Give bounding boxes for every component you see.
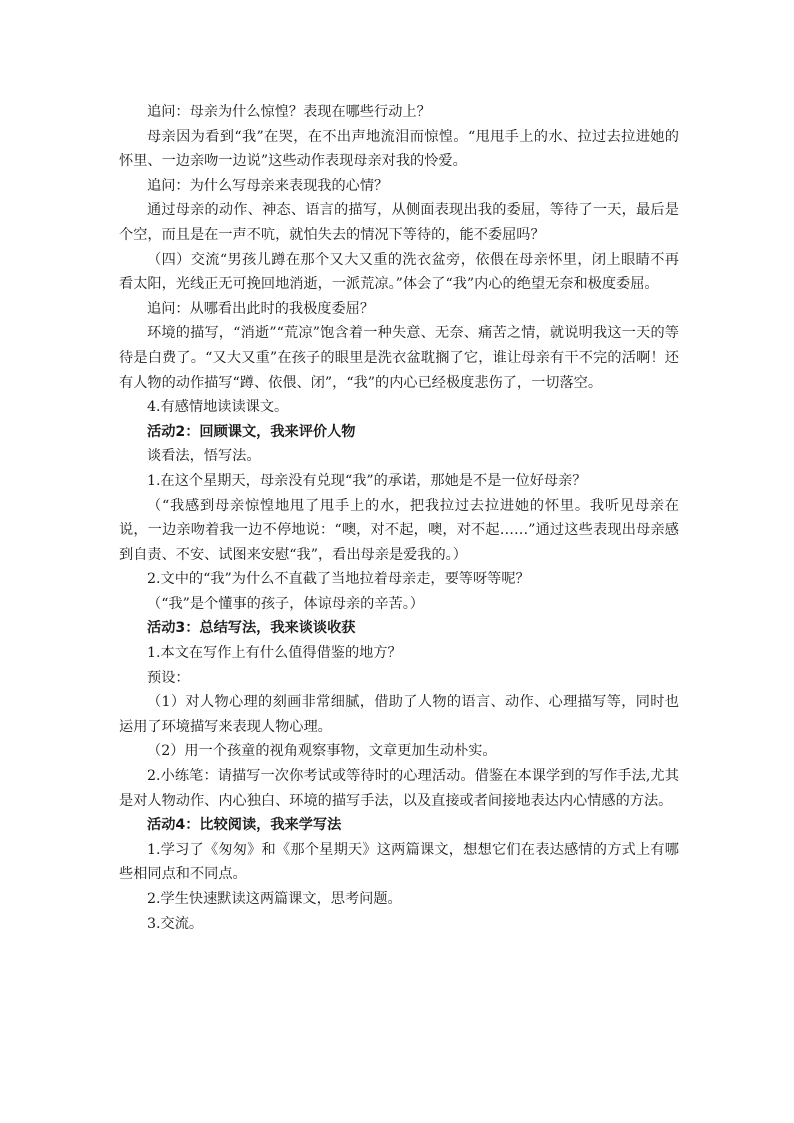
paragraph: 谈看法，悟写法。 (147, 448, 261, 465)
paragraph: 3.交流。 (147, 915, 204, 932)
paragraph: 追问：从哪看出此时的我极度委屈？ (147, 300, 375, 317)
paragraph: （“我”是个懂事的孩子，体谅母亲的辛苦。） (147, 595, 424, 612)
paragraph: 母亲因为看到“我”在哭，在不出声地流泪而惊惶。“甩甩手上的水、拉过去拉进她的怀里、一边亲吻一边说”这些动作表现母亲对我的怜爱。 (119, 128, 679, 170)
paragraph: 通过母亲的动作、神态、语言的描写，从侧面表现出我的委屈，等待了一天，最后是个空，而且是在一声不吭，就怕失去的情况下等待的，能不委屈吗？ (119, 202, 679, 243)
section-heading: 活动4：比较阅读，我来学写法 (147, 817, 342, 834)
paragraph: 环境的描写，“消逝”“荒凉”饱含着一种失意、无奈、痛苦之情，就说明我这一天的等待是白费了。“又大又重”在孩子的眼里是洗衣盆耽搁了它，谁让母亲有干不完的活啊！还有人物的动作描写“蹲、依偎、闭”，“我”的内心已经极度悲伤了，一切落空。 (119, 325, 679, 391)
paragraph: 1.本文在写作上有什么值得借鉴的地方？ (147, 645, 402, 662)
paragraph: 预设： (147, 669, 190, 686)
section-heading: 活动3：总结写法，我来谈谈收获 (147, 620, 356, 637)
document-page (119, 100, 679, 936)
paragraph: （四）交流“男孩儿蹲在那个又大又重的洗衣盆旁，依偎在母亲怀里，闭上眼睛不再看太阳，光线正无可挽回地消逝，一派荒凉。”体会了“我”内心的绝望无奈和极度委屈。 (119, 251, 679, 293)
paragraph: 2.学生快速默读这两篇课文，思考问题。 (147, 891, 402, 907)
paragraph: 1.在这个星期天，母亲没有兑现“我”的承诺，那她是不是一位好母亲？ (147, 472, 587, 489)
paragraph: 追问：母亲为什么惊惶？表现在哪些行动上？ (147, 104, 431, 120)
paragraph: 2.文中的“我”为什么不直截了当地拉着母亲走，要等呀等呢？ (147, 571, 530, 588)
section-heading: 活动2：回顾课文，我来评价人物 (147, 423, 356, 440)
paragraph: （2）用一个孩童的视角观察事物，文章更加生动朴实。 (147, 743, 497, 760)
paragraph: （“我感到母亲惊惶地甩了甩手上的水，把我拉过去拉进她的怀里。我听见母亲在说，一边亲吻着我一边不停地说：“噢，对不起，噢，对不起……”通过这些表现出母亲感到自责、不安、试图来安慰“我”，看出母亲是爱我的。） (119, 497, 679, 563)
paragraph: 1.学习了《匆匆》和《那个星期天》这两篇课文，想想它们在表达感情的方式上有哪些相同点和不同点。 (119, 841, 679, 883)
paragraph: 4.有感情地读读课文。 (147, 399, 289, 416)
paragraph: （1）对人物心理的刻画非常细腻，借助了人物的语言、动作、心理描写等，同时也运用了环境描写来表现人物心理。 (119, 694, 679, 735)
paragraph: 2.小练笔：请描写一次你考试或等待时的心理活动。借鉴在本课学到的写作手法,尤其是对人物动作、内心独白、环境的描写手法，以及直接或者间接地表达内心情感的方法。 (119, 768, 679, 809)
paragraph: 追问：为什么写母亲来表现我的心情？ (147, 177, 389, 194)
